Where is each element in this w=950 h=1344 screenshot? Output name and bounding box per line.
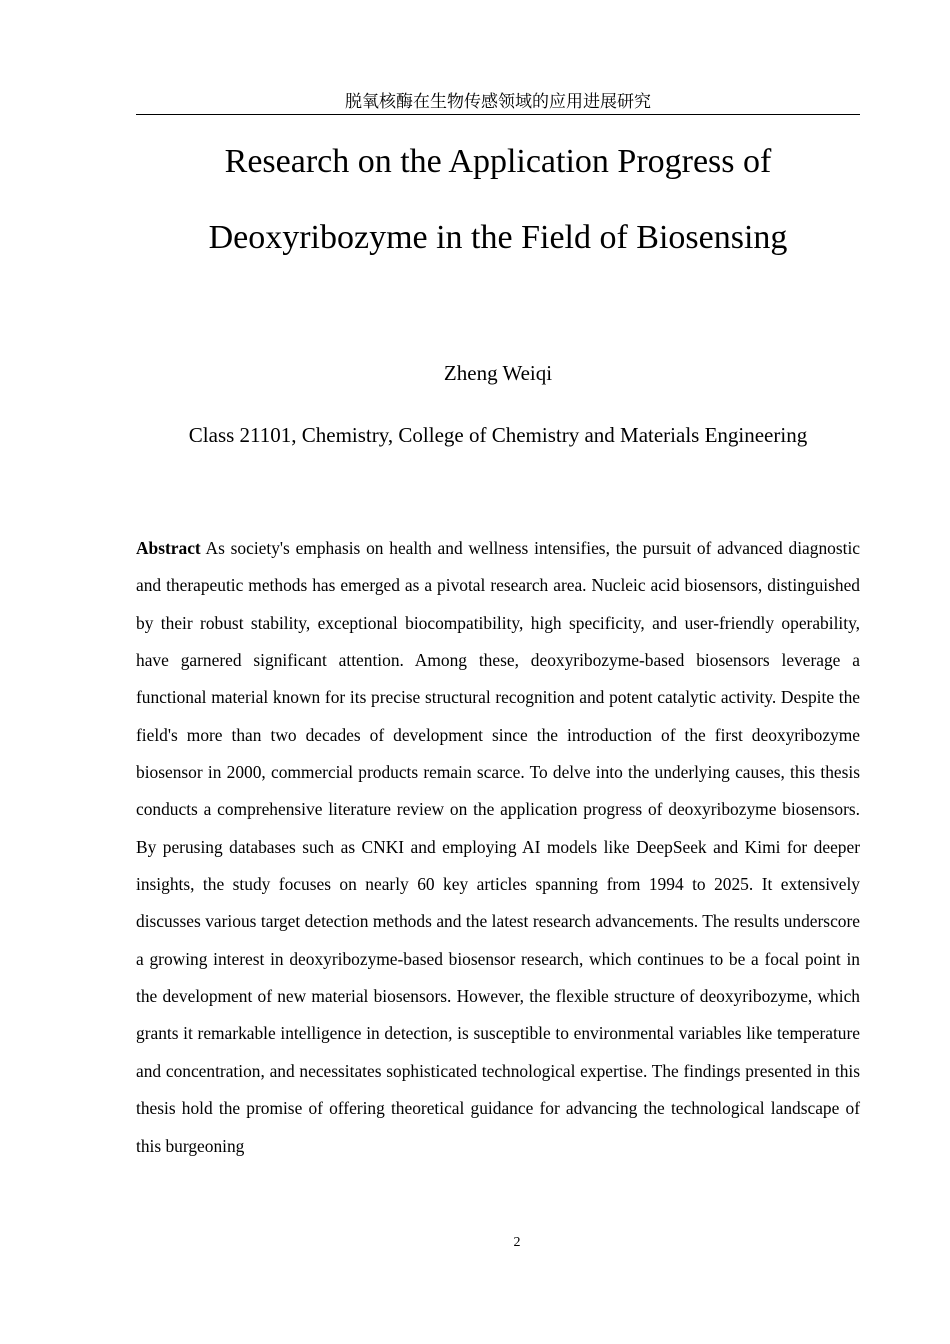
abstract-label: Abstract <box>136 538 201 558</box>
author-name: Zheng Weiqi <box>443 361 553 385</box>
abstract-text: As society's emphasis on health and wellness intensifies, the pursuit of advanced diagnostic and therapeutic methods has emerged as a pivotal research area. Nucleic acid biosensors, distinguished by their robust stability, exceptional biocompatibility, high specificity, and user-friendly operability, have garnered significant attention. Among these, deoxyribozyme-based biosensors leverage a functional material known for its precise structural recognition and potent catalytic activity. Despite the field's more than two decades of development since the introduction of the first deoxyribozyme biosensor in 2000, commercial products remain scarce. To delve into the underlying causes, this thesis conducts a comprehensive literature review on the application progress of deoxyribozyme biosensors. By perusing databases such as CNKI and employing AI models like DeepSeek and Kimi for deeper insights, the study focuses on nearly 60 key articles spanning from 1994 to 2025. It extensively discusses various target detection methods and the latest research advancements. The results underscore a growing interest in deoxyribozyme-based biosensor research, which continues to be a focal point in the development of new material biosensors. However, the flexible structure of deoxyribozyme, which grants it remarkable intelligence in detection, is susceptible to environmental variables like temperature and concentration, and necessitates sophisticated technological expertise. The findings presented in this thesis hold the promise of offering theoretical guidance for advancing the technological landscape of this burgeoning <box>136 538 860 1156</box>
author-affiliation: Class 21101, Chemistry, College of Chemistry and Materials Engineering <box>188 423 808 447</box>
page-number: 2 <box>513 1235 521 1250</box>
running-header: 脱氧核酶在生物传感领域的应用进展研究 <box>136 90 860 115</box>
paper-title-line-2: Deoxyribozyme in the Field of Biosensing <box>208 219 788 256</box>
abstract-paragraph <box>136 530 860 1165</box>
paper-title <box>136 124 860 276</box>
paper-title-line-1: Research on the Application Progress of <box>224 143 772 180</box>
